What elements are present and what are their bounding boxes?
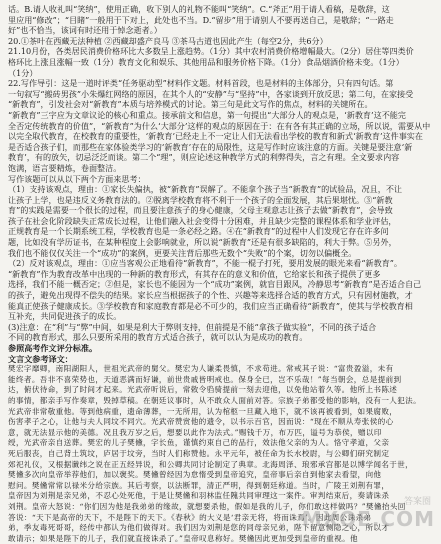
- answer-body: [8, 4, 433, 364]
- translation-line: 死后服丧，自己背土筑坟，庐居于坟旁，当时人们称赞他。永平元年，被任命为长水校尉，与公卿们研究制定: [8, 448, 390, 458]
- text-line: 里应用“修改”；“目睹”一般用于下对上，此处也不当。D.“留步”用于请别人不要再送自己，是敬辞；“一路走: [8, 14, 394, 25]
- text-line: 话。B.请人收礼叫“笑纳”，使用正确，收下别人的礼物不能叫“笑纳”。C.“斧正”用于请人看稿，是敬辞，这: [8, 4, 390, 14]
- translation-line: 意，就无法显示他的美德。况且我万岁之后，想要以此作为法式。”赐钱千万，布万匹，谥号为恭侯，赠以印: [8, 427, 382, 437]
- translation-line: 刘荆。皇帝大怒说：“你们因为他是我弟弟的缘故，就想要杀他，假如是我的儿子，你们敢这样做吗？”樊儵抬头回: [8, 501, 406, 511]
- translation-line: 樊儵多次向皇帝举荐他们，加以褒奖。樊儵曾经因为怠惰受到皇帝追究，皇帝事后亲自到他家去看望，向他: [8, 470, 382, 480]
- translation-line: 光武帝非常敬重他。等到他病重，遗命薄葬，一无所用，认为棺柩一旦藏入地下，就不该再被看到，如果腐败，: [8, 406, 398, 416]
- watermark-logo: MXQE.COM: [301, 507, 435, 531]
- text-line: （1分）: [8, 67, 38, 78]
- text-line: “新教育”作为教育改革中出现的一种新的教育形式，有其存在的意义和价值，它给家长和孩子提供了更多: [8, 268, 381, 279]
- text-line: 一句叙写“搬砖男孩”小朱爆红网络的原因，在其个人的“安静”与“坚持”中，各家谈到开放反思；第二句，在家接受: [8, 88, 414, 99]
- text-line: 不同的教育形式，那么只要所采用的教育方式适合孩子，就可以认为是成功的教育。: [8, 332, 308, 343]
- translation-line: 答说：“天下是高帝的天下，不是陛下的天下。《春秋》的大义是‘君亲无将，将而诛焉’。因此周公诛杀弟: [8, 512, 372, 522]
- translation-line: 绶，光武帝亲自送葬。樊宏的儿子樊儵，字长鱼，谨慎约束自己的品行，效法他父亲的为人。恪守孝道，父亲: [8, 438, 390, 448]
- text-line: “新教育”，引发社会对“新教育”本质与培养模式的讨论。第三句是此文写作的焦点，材料的关键所在。: [8, 99, 373, 110]
- text-line: 以完全取代教育，在校教育的重要性，‘新教育’已经走上不一定让人们无法看出学校的教育和新式‘新教育’这件事实在: [8, 131, 423, 142]
- text-line: 20.①茶叶在西藏无法种植 ②西藏却盛产良马 ③茶马古道也因此产生（每空2分，共6分）: [8, 35, 328, 46]
- text-line: 格环比上涨且涨幅一致（1分）教育文化和娱乐、其他用品和服务价格下降。（1分）食品烟酒价格未变。（1分）: [8, 56, 404, 67]
- translation-line: 达，俯伏待命，到了时间才起来。光武帝听说后，常敕令驺骑提前一刻去迎他，以免他站着久等。他所上书陈述: [8, 385, 398, 395]
- translation-line: 能终者。吾非不喜荣势也，天道恶满而好谦，前世贵戚皆明戒也。保身全已，岂不乐哉！”每当朝会，总是提前到: [8, 374, 402, 384]
- text-line: 饱满，语言要精炼，卷面整洁。: [8, 162, 122, 173]
- text-line: 孩子在社会化阶段缺失正常成长过程，让他们融入社会变得十分困难，并且缺少完整的课程体系和学业评估，: [8, 215, 397, 226]
- text-line: （2）反对该观点，理由：①应当客观公正地看待“新教育”，不能一棍子打死，要用发展的眼光来看“新教育”。: [8, 258, 403, 269]
- translation-line: 慰问。樊儵常常以禄米分给宗族。其后考察，以法断罪，清正严明，得到朝廷称道。当时，广陵王刘荆有罪，: [8, 480, 390, 490]
- text-line: 21.10月份，各类居民消费价格环比大多数呈上涨趋势。（1分）其中农村消费价格增幅最大。（2分）居住等四类价: [8, 46, 414, 57]
- text-line: 教育’，有的放矢，切忌泛泛而谈。第二个“理”，则应论述这种教学方式的利弊得失，言之有理。全文要求内容: [8, 152, 400, 163]
- text-line: 能真正使孩子健康成长。③学校教育和家庭教育都是必不可少的，我们应当正确看待“新教育”，使其与学校教育相: [8, 300, 413, 311]
- text-line: 选择，我们不能一概否定；②但是，家长也不能因为一个“成功”案例，就盲目跟风，冷静思考“新教育”是否适合自己: [8, 279, 422, 290]
- translation-line: 皇帝因为刘荆是亲兄弟，不忍心处死他，于是让樊儵和羽林监任隗共同审理这一案件。审判结束后，奏请诛杀: [8, 491, 390, 501]
- text-line: （1）支持该观点，理由：①家长失偏执，被“新教育”误解了。不能拿个孩子当“新教育”的试验品，况且，不让: [8, 184, 403, 195]
- text-line: 的孩子，避免出现得不偿失的结果。家长应当根据孩子的个性、兴趣等来选择合适的教育方式，只有因材施教，才: [8, 290, 413, 301]
- text-line: 题，比如没有学历证书，在某种程度上会影响就业，所以说“新教育”还是有很多缺陷的，利大于弊。⑤另外，: [8, 237, 397, 248]
- watermark-sub: 答案圈: [403, 497, 431, 507]
- text-line: 育”的实践是需要一个很长的过程，而且要注意孩子的身心健康，父母主观意志让孩子去做“新教育”，会导致: [8, 205, 393, 216]
- text-line: 让孩子上学，也是违反义务教育法的。②脱离学校教育将不利于一个孩子的全面发展，其后果堪忧。③“新教: [8, 194, 393, 205]
- text-line: 全否定传统教育的价值”，“新教育”为什么‘大部分’这样的观点的原因在于：在有各有其正确的立场，所以说，需要从中: [8, 120, 431, 131]
- text-line: 好”也不恰当，该词有时还用于悼念逝者。）: [8, 25, 162, 36]
- text-line: 参照高考作文评分标准。: [8, 343, 98, 353]
- text-line: 正规教育是一个长期系统工程，学校教育也是一条必经之路。④在“新教育”的过程中人们发现它存在许多问: [8, 226, 389, 237]
- translation-line: 弟，季友毒死哥哥，经传中都认为他们做得对。我们因为刘荆是您的同母亲兄弟，陛下留意恻隐之心，所以才: [8, 523, 390, 533]
- text-line: (3)注意：在“利”与“弊”中间，如果是利大于弊则支持，但前提是不能“拿孩子做实验”，不同的孩子适合: [8, 321, 377, 332]
- translation-line: 伤害孝子之心，让他与夫人同坟不同穴。光武帝赞赏他的遗令，以书示百官，因而说：“现在不顺从寿张侯的心: [8, 417, 394, 427]
- text-line: 22.写作导引：这是一道时评类“任务驱动型”材料作文题。材料首段，也是材料的主体部分，只有四句话。第: [8, 78, 394, 89]
- text-line: 写作该题可以从以下两个方面来思考：: [8, 173, 146, 184]
- text-line: 互补充，共同促进孩子的成长。: [8, 311, 122, 322]
- text-line: 我们也不能仅仅关注一个“成功”的案例，更要关注背后那些无数个“失败”的个案，切勿以偏概全。: [8, 247, 357, 258]
- text-line: 文言文参考译文：: [8, 353, 73, 364]
- text-line: 是否适合孩子们，而那些在家体验类学习的‘新教育’存在的局限性，这是写作时应该注意的方面。关键是要注意‘新: [8, 141, 413, 152]
- translation-line: 樊宏字靡卿，南阳湖阳人，世祖光武帝的舅父。樊宏为人谦柔畏慎，不求苟进。常戒其子说：“富贵盈溢，未有: [8, 364, 394, 374]
- translation-line: 敢请示；如果是陛下的儿子，我们就直接诛杀了。”皇帝叹息称好。樊儵因此更加受到皇帝的重视。他: [8, 533, 358, 543]
- translation-line: 郊祀礼仪，又根据谶纬之说在正五经异说，和公卿共同讨论制定了典章。北海周泽、琅邪承宫都是以博学闻名于世，: [8, 459, 414, 469]
- text-line: “新教育”三字应为文章议论的核心和重点。接承前文和信息，第一句提出“大部分人的观点是，‘新教育’这不能完: [8, 109, 406, 120]
- translation-line: 的事情，都亲手写作奏章，毁掉草稿。在朝廷议事时，从不敢众人面前对答。宗族子弟都受他的影响，没有一人犯法。: [8, 395, 422, 405]
